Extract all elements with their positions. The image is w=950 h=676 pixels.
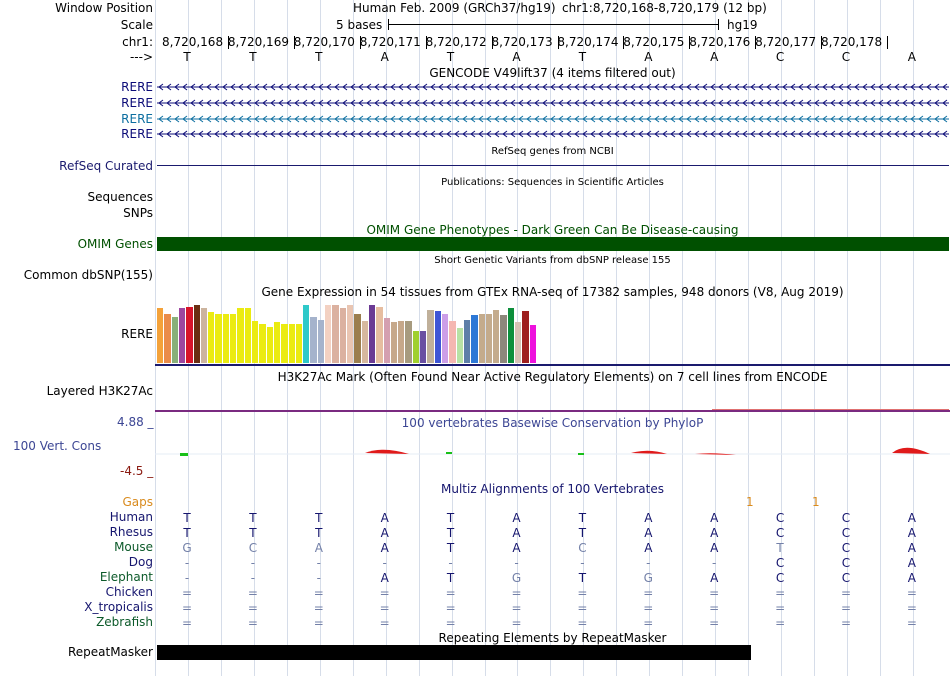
gtex-tissue-bar[interactable] [230, 314, 236, 363]
species-label[interactable]: Chicken [105, 585, 153, 599]
gtex-tissue-bar[interactable] [427, 310, 433, 363]
species-label[interactable]: X_tropicalis [84, 600, 153, 614]
reference-base: T [249, 50, 257, 64]
alignment-base: A [314, 541, 323, 555]
alignment-base: T [578, 511, 587, 525]
alignment-base: A [512, 511, 521, 525]
alignment-base: = [577, 586, 588, 600]
alignment-base: = [247, 586, 258, 600]
gtex-tissue-bar[interactable] [471, 315, 477, 363]
gencode-transcript[interactable] [157, 114, 949, 124]
alignment-base: G [643, 571, 653, 585]
alignment-base: A [710, 526, 719, 540]
alignment-base: = [445, 601, 456, 615]
alignment-base: = [379, 616, 390, 630]
species-label[interactable]: Mouse [114, 540, 153, 554]
alignment-base: = [181, 601, 193, 615]
alignment-base: = [643, 601, 654, 615]
gtex-tissue-bar[interactable] [245, 308, 251, 363]
reference-base: T [446, 50, 455, 64]
alignment-base: - [316, 556, 321, 570]
gencode-gene-label-4[interactable]: RERE [121, 127, 153, 141]
alignment-base: T [183, 526, 191, 540]
gtex-tissue-bar[interactable] [296, 324, 302, 363]
reference-base: A [710, 50, 719, 64]
alignment-base: = [775, 616, 786, 630]
alignment-base: = [577, 601, 588, 615]
gencode-transcript[interactable] [157, 82, 949, 92]
gtex-tissue-bar[interactable] [508, 308, 514, 363]
alignment-base: T [446, 541, 455, 555]
gtex-tissue-bar[interactable] [259, 324, 265, 363]
omim-gene-bar[interactable] [157, 237, 949, 251]
alignment-base: - [382, 556, 387, 570]
alignment-base: C [775, 511, 785, 525]
ruler-coordinate: 8,720,177 [755, 35, 817, 49]
alignment-base: = [247, 616, 258, 630]
sequences-label[interactable]: Sequences [87, 190, 153, 204]
cons-label[interactable]: 100 Vert. Cons [13, 439, 102, 453]
gencode-transcript[interactable] [157, 98, 949, 108]
gtex-tissue-bar[interactable] [376, 307, 382, 363]
gtex-tissue-bar[interactable] [384, 318, 390, 363]
ruler-coordinate: 8,720,171 [359, 35, 421, 49]
alignment-base: A [710, 571, 719, 585]
strand-label: ---> [129, 50, 153, 64]
alignment-base: T [578, 526, 587, 540]
alignment-base: A [380, 571, 389, 585]
alignment-base: = [709, 586, 720, 600]
alignment-base: - [250, 571, 256, 585]
alignment-base: = [577, 616, 588, 630]
alignment-base: A [512, 526, 521, 540]
alignment-base: = [775, 586, 786, 600]
ruler-coordinate: 8,720,170 [293, 35, 355, 49]
alignment-base: - [316, 571, 321, 585]
gencode-gene-label-1[interactable]: RERE [121, 80, 153, 94]
alignment-base: A [710, 541, 719, 555]
gtex-tissue-bar[interactable] [267, 327, 273, 363]
gtex-tissue-bar[interactable] [391, 322, 397, 363]
alignment-base: A [380, 541, 389, 555]
alignment-base: C [775, 526, 785, 540]
cons-mark-3 [578, 453, 584, 455]
scale-bar-right-tick [718, 19, 719, 30]
species-label[interactable]: Dog [128, 555, 153, 569]
ruler-coordinate: 8,720,175 [623, 35, 685, 49]
alignment-base: T [776, 541, 784, 555]
gtex-tissue-bar[interactable] [405, 321, 411, 363]
gtex-tissue-bar[interactable] [413, 331, 419, 363]
alignment-base: T [249, 511, 257, 525]
alignment-base: T [446, 511, 455, 525]
alignment-base: = [709, 616, 720, 630]
gtex-tissue-bar[interactable] [522, 311, 528, 363]
gtex-tissue-bar[interactable] [325, 305, 331, 363]
alignment-base: T [446, 571, 455, 585]
repeatmasker-title[interactable]: Repeating Elements by RepeatMasker [438, 631, 667, 645]
alignment-base: A [907, 526, 916, 540]
alignment-base: = [313, 601, 324, 615]
refseq-title[interactable]: RefSeq genes from NCBI [491, 146, 614, 157]
gencode-transcript[interactable] [157, 129, 949, 139]
alignment-base: T [446, 526, 455, 540]
gtex-tissue-bar[interactable] [347, 305, 353, 363]
gtex-tissue-bar[interactable] [442, 314, 448, 363]
gtex-tissue-bar[interactable] [172, 317, 178, 363]
alignment-base: = [445, 586, 456, 600]
reference-base: C [841, 50, 851, 64]
alignment-base: A [512, 541, 521, 555]
alignment-base: C [578, 541, 587, 555]
gtex-tissue-bar[interactable] [435, 311, 441, 363]
gtex-tissue-bar[interactable] [530, 325, 536, 363]
cons-signal-plot[interactable] [155, 440, 950, 462]
gaps-label: Gaps [122, 495, 153, 509]
alignment-base: = [181, 586, 193, 600]
alignment-base: - [184, 571, 190, 585]
gtex-tissue-bar[interactable] [354, 314, 360, 363]
gtex-tissue-bar[interactable] [318, 320, 324, 364]
scale-bar [388, 24, 718, 25]
gtex-tissue-bar[interactable] [179, 308, 185, 363]
alignment-base: = [643, 616, 654, 630]
reference-base: T [315, 50, 323, 64]
cons-min-label: -4.5 _ [120, 464, 154, 478]
gtex-tissue-bar[interactable] [332, 305, 338, 363]
gtex-tissue-bar[interactable] [362, 321, 368, 363]
alignment-base: = [379, 586, 390, 600]
db-label: hg19 [727, 18, 758, 32]
reference-base: C [775, 50, 785, 64]
alignment-base: A [380, 511, 389, 525]
ruler-coordinate: 8,720,172 [425, 35, 487, 49]
cons-title[interactable]: 100 vertebrates Basewise Conservation by PhyloP [401, 416, 704, 430]
species-label[interactable]: Rhesus [109, 525, 153, 539]
gtex-tissue-bar[interactable] [310, 317, 316, 363]
refseq-label[interactable]: RefSeq Curated [59, 159, 153, 173]
position-readout[interactable]: chr1:8,720,168-8,720,179 (12 bp) [562, 1, 767, 15]
alignment-base: - [250, 556, 256, 570]
multiz-title[interactable]: Multiz Alignments of 100 Vertebrates [440, 482, 665, 496]
cons-peak-4 [892, 448, 930, 454]
cons-max-label: 4.88 _ [117, 415, 154, 429]
refseq-gene-line[interactable] [157, 165, 949, 166]
window-position-label: Window Position [55, 1, 153, 15]
gtex-tissue-bar[interactable] [186, 307, 192, 363]
gap-mark-2[interactable]: 1 [812, 495, 820, 509]
alignment-base: C [775, 556, 785, 570]
alignment-base: = [511, 616, 522, 630]
cons-mark-1 [180, 453, 188, 456]
alignment-base: = [181, 616, 193, 630]
alignment-base: C [841, 571, 851, 585]
scale-text: 5 bases [336, 18, 383, 32]
alignment-base: = [313, 586, 324, 600]
omim-title[interactable]: OMIM Gene Phenotypes - Dark Green Can Be Disease-causing [366, 223, 739, 237]
alignment-base: = [511, 586, 522, 600]
alignment-base: = [840, 601, 852, 615]
alignment-base: - [580, 556, 585, 570]
gtex-tissue-bar[interactable] [223, 314, 229, 363]
gencode-title[interactable]: GENCODE V49lift37 (4 items filtered out) [429, 66, 676, 80]
gtex-tissue-bar[interactable] [500, 315, 506, 363]
chrom-label: chr1: [122, 35, 153, 49]
gtex-tissue-bar[interactable] [457, 328, 463, 363]
cons-peak-1 [365, 450, 409, 454]
alignment-base: C [248, 541, 258, 555]
ruler-tick [887, 36, 888, 49]
h3k27ac-title[interactable]: H3K27Ac Mark (Often Found Near Active Regulatory Elements) on 7 cell lines from ENCODE [277, 370, 828, 384]
gtex-tissue-bar[interactable] [398, 321, 404, 363]
alignment-base: - [184, 556, 190, 570]
gtex-bar-chart[interactable] [157, 302, 537, 363]
alignment-base: - [448, 556, 453, 570]
gtex-tissue-bar[interactable] [164, 314, 170, 363]
alignment-base: = [906, 616, 917, 630]
h3k27ac-signal-peak [712, 409, 949, 410]
ruler-coordinate: 8,720,176 [689, 35, 751, 49]
alignment-base: = [709, 601, 720, 615]
gtex-tissue-bar[interactable] [515, 322, 521, 363]
alignment-base: = [775, 601, 786, 615]
gtex-tissue-bar[interactable] [464, 320, 470, 364]
alignment-base: C [841, 511, 851, 525]
alignment-base: T [183, 511, 191, 525]
gtex-title[interactable]: Gene Expression in 54 tissues from GTEx RNA-seq of 17382 samples, 948 donors (V8, Aug 2019) [261, 285, 844, 299]
alignment-base: A [710, 511, 719, 525]
alignment-base: = [445, 616, 456, 630]
reference-base: A [380, 50, 389, 64]
gap-mark-1[interactable]: 1 [746, 495, 754, 509]
alignment-base: C [775, 571, 785, 585]
alignment-base: C [841, 556, 851, 570]
reference-base: A [512, 50, 521, 64]
alignment-base: A [907, 511, 916, 525]
gencode-gene-label-3[interactable]: RERE [121, 112, 153, 126]
species-label[interactable]: Human [109, 510, 153, 524]
scale-label: Scale [120, 18, 153, 32]
alignment-base: = [643, 586, 654, 600]
alignment-base: T [315, 526, 323, 540]
alignment-base: A [644, 511, 653, 525]
alignment-base: - [646, 556, 651, 570]
species-label[interactable]: Elephant [99, 570, 153, 584]
gtex-tissue-bar[interactable] [208, 312, 214, 363]
alignment-base: T [249, 526, 257, 540]
h3k27ac-signal-line[interactable] [155, 410, 950, 412]
cons-mark-2 [446, 452, 452, 454]
snps-label[interactable]: SNPs [123, 206, 153, 220]
gtex-tissue-bar[interactable] [237, 308, 243, 363]
alignment-base: = [840, 586, 852, 600]
ruler-coordinate: 8,720,173 [491, 35, 553, 49]
alignment-base: = [906, 601, 917, 615]
gtex-tissue-bar[interactable] [201, 308, 207, 363]
alignment-base: = [379, 601, 390, 615]
gtex-tissue-bar[interactable] [486, 314, 492, 363]
base-grid-line [155, 0, 156, 676]
gtex-tissue-bar[interactable] [281, 324, 287, 363]
dbsnp-title[interactable]: Short Genetic Variants from dbSNP release 155 [434, 255, 671, 266]
omim-label[interactable]: OMIM Genes [77, 237, 153, 251]
gtex-tissue-bar[interactable] [215, 314, 221, 363]
alignment-base: T [578, 571, 587, 585]
alignment-base: - [712, 556, 717, 570]
alignment-base: C [841, 541, 851, 555]
gencode-gene-label-2[interactable]: RERE [121, 96, 153, 110]
reference-base: T [578, 50, 587, 64]
alignment-base: A [644, 526, 653, 540]
alignment-base: G [182, 541, 192, 555]
gtex-tissue-bar[interactable] [420, 331, 426, 363]
alignment-base: A [907, 556, 916, 570]
assembly-title: Human Feb. 2009 (GRCh37/hg19) [353, 1, 556, 15]
alignment-base: A [644, 541, 653, 555]
alignment-base: T [315, 511, 323, 525]
alignment-base: = [840, 616, 852, 630]
repeatmasker-element[interactable] [157, 645, 751, 660]
gtex-gene-label[interactable]: RERE [121, 327, 153, 341]
gtex-tissue-bar[interactable] [157, 308, 163, 363]
alignment-base: C [841, 526, 851, 540]
alignment-base: A [907, 571, 916, 585]
alignment-base: A [907, 541, 916, 555]
h3k27ac-label[interactable]: Layered H3K27Ac [46, 384, 153, 398]
gtex-tissue-bar[interactable] [303, 305, 309, 363]
alignment-base: = [247, 601, 258, 615]
alignment-base: = [511, 601, 522, 615]
reference-base: T [183, 50, 191, 64]
species-label[interactable]: Zebrafish [96, 615, 153, 629]
gtex-tissue-bar[interactable] [340, 308, 346, 363]
ruler-coordinate: 8,720,169 [227, 35, 289, 49]
gtex-tissue-bar[interactable] [274, 322, 280, 363]
gtex-tissue-bar[interactable] [449, 321, 455, 363]
alignment-base: - [514, 556, 519, 570]
reference-base: A [644, 50, 653, 64]
alignment-base: = [906, 586, 917, 600]
ruler-coordinate: 8,720,178 [821, 35, 883, 49]
dbsnp-label[interactable]: Common dbSNP(155) [23, 268, 153, 282]
alignment-base: G [511, 571, 522, 585]
alignment-base: A [380, 526, 389, 540]
gtex-separator [155, 364, 950, 366]
gtex-tissue-bar[interactable] [252, 321, 258, 363]
gtex-tissue-bar[interactable] [194, 305, 200, 363]
scale-bar-left-tick [388, 19, 389, 30]
reference-base: A [907, 50, 916, 64]
publications-title[interactable]: Publications: Sequences in Scientific Articles [441, 177, 664, 188]
gtex-tissue-bar[interactable] [369, 305, 375, 363]
gtex-tissue-bar[interactable] [289, 324, 295, 363]
ruler-coordinate: 8,720,174 [557, 35, 619, 49]
gtex-tissue-bar[interactable] [493, 310, 499, 363]
gtex-tissue-bar[interactable] [479, 314, 485, 363]
alignment-base: = [313, 616, 324, 630]
repeatmasker-label[interactable]: RepeatMasker [67, 645, 153, 659]
ruler-coordinate: 8,720,168 [162, 35, 224, 49]
